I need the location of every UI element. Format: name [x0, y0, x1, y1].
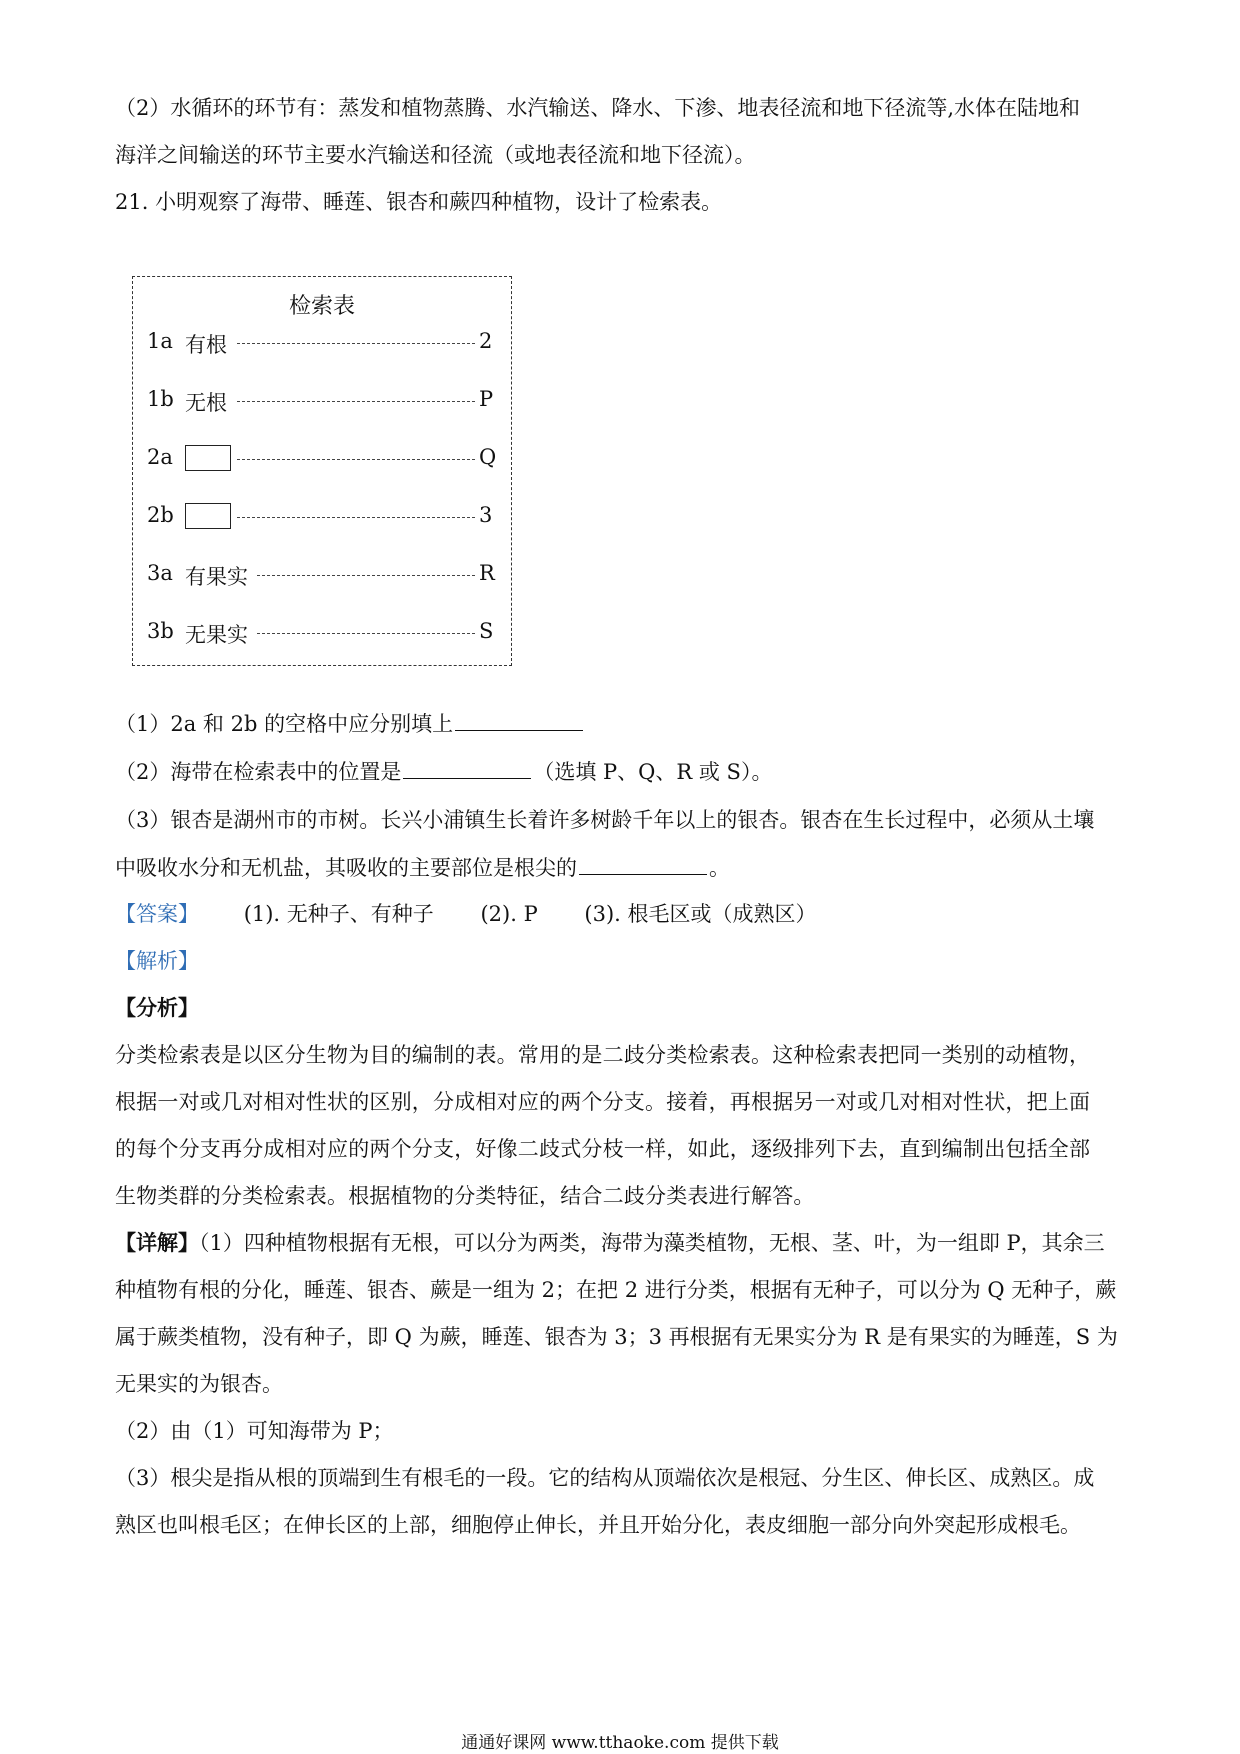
dichotomous-key-box	[132, 276, 512, 666]
key-row	[147, 615, 497, 649]
detail-line: （3）根尖是指从根的顶端到生有根毛的一段。它的结构从顶端依次是根冠、分生区、伸长区、成熟区。成	[115, 1466, 1095, 1490]
blank-box	[185, 445, 231, 471]
detail-line: 属于蕨类植物，没有种子，即 Q 为蕨，睡莲、银杏为 3；3 再根据有无果实分为 R 是有果实的为睡莲，S 为	[115, 1325, 1118, 1349]
key-code: 3a	[147, 561, 173, 585]
key-dash-line	[257, 633, 475, 634]
key-text: 无果实	[185, 623, 248, 647]
sub-question-3: （3）银杏是湖州市的市树。长兴小浦镇生长着许多树龄千年以上的银杏。银杏在生长过程中，必须从土壤	[115, 808, 1095, 832]
detail-text: （1）四种植物根据有无根，可以分为两类，海带为藻类植物，无根、茎、叶，为一组即 P，其余三	[199, 1231, 1105, 1255]
key-code: 2a	[147, 445, 173, 469]
key-target: S	[479, 619, 494, 643]
fenxi-line: 根据一对或几对相对性状的区别，分成相对应的两个分支。接着，再根据另一对或几对相对性状，把上面	[115, 1090, 1091, 1114]
answer-blank	[403, 756, 531, 779]
analysis-label: 【解析】	[115, 949, 199, 973]
detail-line: （2）由（1）可知海带为 P；	[115, 1419, 394, 1443]
key-dash-line	[237, 343, 475, 344]
detail-line: 熟区也叫根毛区；在伸长区的上部，细胞停止伸长，并且开始分化，表皮细胞一部分向外突起形成根毛。	[115, 1513, 1081, 1537]
key-dash-line	[237, 459, 475, 460]
para-line: 海洋之间输送的环节主要水汽输送和径流（或地表径流和地下径流）。	[115, 143, 756, 167]
key-row	[147, 325, 497, 359]
key-text: 有根	[185, 333, 227, 357]
key-target: R	[479, 561, 495, 585]
sub-question-3-cont	[115, 852, 1140, 883]
detail-label: 【详解】	[115, 1230, 199, 1255]
page-footer: 通通好课网 www.tthaoke.com 提供下载	[461, 1733, 779, 1753]
key-code: 3b	[147, 619, 174, 643]
key-dash-line	[257, 575, 475, 576]
key-row	[147, 499, 497, 533]
key-text: 无根	[185, 391, 227, 415]
fenxi-label: 【分析】	[115, 995, 199, 1020]
key-target: P	[479, 387, 494, 411]
fenxi-line: 的每个分支再分成相对应的两个分支，好像二歧式分枝一样，如此，逐级排列下去，直到编制出包括全部	[115, 1137, 1091, 1161]
key-code: 2b	[147, 503, 174, 527]
sub-question-text: 中吸收水分和无机盐，其吸收的主要部位是根尖的	[115, 856, 577, 880]
sub-question-text: （选填 P、Q、R 或 S）。	[533, 760, 773, 784]
detail-line: 种植物有根的分化，睡莲、银杏、蕨是一组为 2；在把 2 进行分类，根据有无种子，可以分为 Q 无种子，蕨	[115, 1278, 1117, 1302]
question-stem: 21. 小明观察了海带、睡莲、银杏和蕨四种植物，设计了检索表。	[115, 190, 723, 214]
key-target: 3	[479, 503, 493, 527]
key-target: 2	[479, 329, 493, 353]
answer-blank	[455, 708, 583, 731]
fenxi-line: 生物类群的分类检索表。根据植物的分类特征，结合二歧分类表进行解答。	[115, 1184, 815, 1208]
answer-item: (1). 无种子、有种子	[243, 902, 434, 926]
key-title: 检索表	[288, 294, 355, 319]
key-dash-line	[237, 517, 475, 518]
key-row	[147, 383, 497, 417]
para-line: （2）水循环的环节有：蒸发和植物蒸腾、水汽输送、降水、下渗、地表径流和地下径流等,水体在陆地和	[115, 96, 1081, 120]
blank-box	[185, 503, 231, 529]
detail-line	[115, 1228, 1140, 1258]
key-dash-line	[237, 401, 475, 402]
sub-question-1	[115, 708, 1140, 739]
key-code: 1a	[147, 329, 173, 353]
answer-blank	[579, 852, 707, 875]
key-row	[147, 557, 497, 591]
answer-label: 【答案】	[115, 902, 199, 926]
key-code: 1b	[147, 387, 174, 411]
sub-question-2	[115, 756, 1140, 787]
key-row	[147, 441, 497, 475]
key-target: Q	[479, 445, 497, 469]
fenxi-line: 分类检索表是以区分生物为目的编制的表。常用的是二歧分类检索表。这种检索表把同一类别的动植物，	[115, 1043, 1091, 1067]
sub-question-text: （2）海带在检索表中的位置是	[115, 760, 402, 784]
answer-item: (3). 根毛区或（成熟区）	[584, 902, 817, 926]
answer-line	[115, 899, 1140, 929]
sub-question-text: 。	[709, 856, 730, 880]
answer-item: (2). P	[480, 902, 538, 926]
sub-question-text: （1）2a 和 2b 的空格中应分别填上	[115, 712, 454, 736]
detail-line: 无果实的为银杏。	[115, 1372, 283, 1396]
key-text: 有果实	[185, 565, 248, 589]
